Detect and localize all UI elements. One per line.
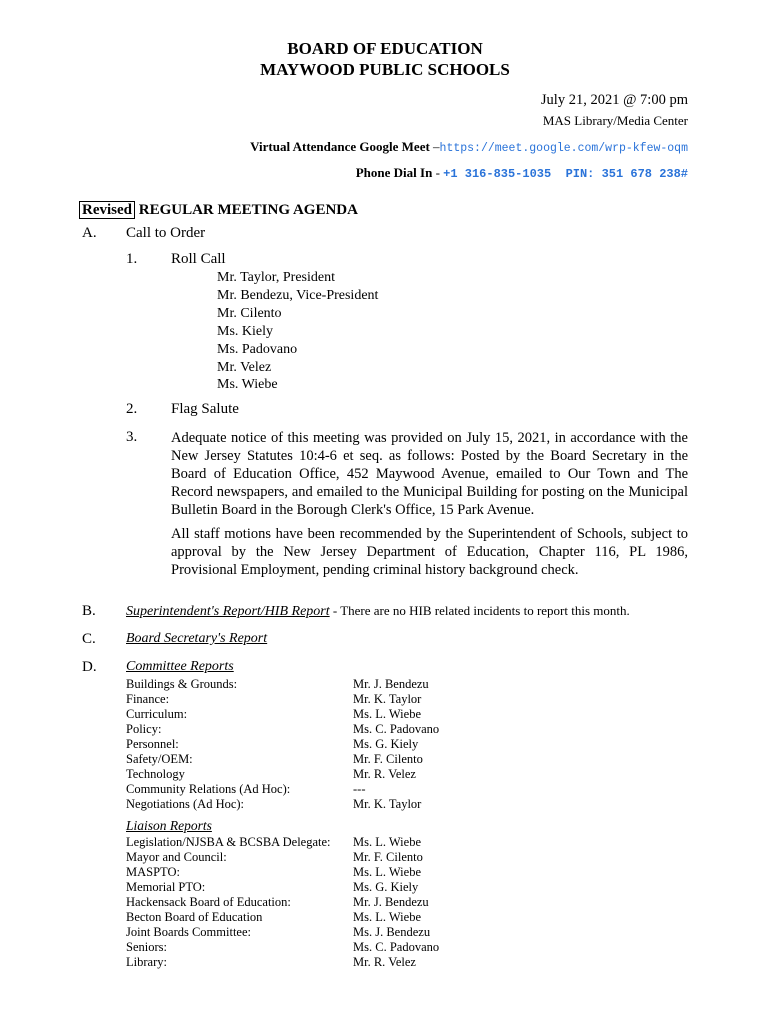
board-title: BOARD OF EDUCATION <box>287 39 483 58</box>
liaison-member: Ms. L. Wiebe <box>353 865 422 879</box>
google-meet-link[interactable]: https://meet.google.com/wrp-kfew-oqm <box>439 142 688 155</box>
roll-member: Ms. Wiebe <box>217 377 278 393</box>
section-b-line <box>126 603 630 620</box>
hib-note: - There are no HIB related incidents to report this month. <box>329 603 630 618</box>
liaison-label: Library: <box>126 955 167 969</box>
board-secretary-report-title: Board Secretary's Report <box>126 631 268 646</box>
committee-member: Mr. R. Velez <box>353 767 416 781</box>
liaison-label: Joint Boards Committee: <box>126 925 251 939</box>
liaison-reports-title: Liaison Reports <box>126 818 212 833</box>
committee-label: Curriculum: <box>126 707 188 721</box>
committee-label: Finance: <box>126 692 170 706</box>
section-d-letter: D. <box>82 659 97 675</box>
liaison-label: MASPTO: <box>126 865 180 879</box>
liaison-member: Ms. J. Bendezu <box>353 925 431 939</box>
committee-label: Policy: <box>126 722 162 736</box>
roll-member: Ms. Padovano <box>217 341 298 357</box>
committee-label: Community Relations (Ad Hoc): <box>126 782 291 796</box>
committee-member: Ms. L. Wiebe <box>353 707 422 721</box>
committee-member: Ms. C. Padovano <box>353 722 440 736</box>
notice-paragraph: Adequate notice of this meeting was provided on July 15, 2021, in accordance with the New Jersey Statutes 10:4-6 et seq. as follows: Posted by the Board Secretary in the Board of Education Office, 452 Maywood Avenue, emailed to Our Town and The Record newspapers, and emailed to the Municipal Building for posting on the Municipal Bulletin Board in the Borough Clerk's Office, 15 Park Avenue. <box>171 430 688 518</box>
roll-call-list <box>217 269 378 394</box>
agenda-heading <box>79 202 358 219</box>
district-title: MAYWOOD PUBLIC SCHOOLS <box>260 60 510 79</box>
meeting-location: MAS Library/Media Center <box>542 113 688 128</box>
item-2-number: 2. <box>126 401 138 417</box>
liaison-member: Ms. L. Wiebe <box>353 835 422 849</box>
committee-label: Negotiations (Ad Hoc): <box>126 797 245 811</box>
item-3-number: 3. <box>126 429 138 445</box>
liaison-label: Memorial PTO: <box>126 880 206 894</box>
committee-reports-title: Committee Reports <box>126 659 234 674</box>
liaison-member: Ms. C. Padovano <box>353 940 440 954</box>
item-2-title: Flag Salute <box>171 401 239 417</box>
committee-member: Mr. K. Taylor <box>353 692 422 706</box>
liaison-label: Mayor and Council: <box>126 850 227 864</box>
agenda-title: REGULAR MEETING AGENDA <box>138 202 358 218</box>
section-b-letter: B. <box>82 603 96 619</box>
committee-member: Mr. F. Cilento <box>353 752 423 766</box>
committee-member: Ms. G. Kiely <box>353 737 419 751</box>
item-1-title: Roll Call <box>171 251 226 267</box>
liaison-label: Hackensack Board of Education: <box>126 895 291 909</box>
liaison-label: Becton Board of Education <box>126 910 263 924</box>
section-a-title: Call to Order <box>126 225 206 241</box>
phone-dial-in-label: Phone Dial In <box>355 165 433 180</box>
roll-member: Ms. Kiely <box>217 323 273 339</box>
item-1-number: 1. <box>126 251 138 267</box>
committee-member: --- <box>353 782 366 796</box>
roll-member: Mr. Cilento <box>217 305 282 321</box>
virtual-separator: – <box>429 139 440 154</box>
meeting-date-time: July 21, 2021 @ 7:00 pm <box>540 92 688 108</box>
section-a-letter: A. <box>82 225 97 241</box>
virtual-attendance-label: Virtual Attendance Google Meet <box>250 139 430 154</box>
liaison-member: Ms. L. Wiebe <box>353 910 422 924</box>
superintendent-report-title: Superintendent's Report/HIB Report <box>126 604 330 619</box>
section-c-letter: C. <box>82 631 96 647</box>
committee-label: Personnel: <box>126 737 179 751</box>
roll-member: Mr. Taylor, President <box>217 270 335 285</box>
committee-label: Technology <box>126 767 185 781</box>
committee-label: Safety/OEM: <box>126 752 193 766</box>
committee-member: Mr. K. Taylor <box>353 797 422 811</box>
liaison-member: Mr. F. Cilento <box>353 850 423 864</box>
roll-member: Mr. Bendezu, Vice-President <box>217 287 379 303</box>
phone-dial-in-line <box>356 165 688 181</box>
staff-motions-paragraph: All staff motions have been recommended by the Superintendent of Schools, subject to approval by the New Jersey Department of Education, Chapter 116, PL 1986, Provisional Employment, pending criminal history background check. <box>171 526 688 578</box>
liaison-member: Mr. J. Bendezu <box>353 895 429 909</box>
phone-separator: - <box>432 165 444 180</box>
phone-number: +1 316-835-1035 PIN: 351 678 238# <box>443 167 688 181</box>
committee-label: Buildings & Grounds: <box>126 677 238 691</box>
liaison-label: Legislation/NJSBA & BCSBA Delegate: <box>126 835 331 849</box>
roll-member: Mr. Velez <box>217 359 272 375</box>
virtual-attendance-line <box>250 139 688 155</box>
committee-member: Mr. J. Bendezu <box>353 677 429 691</box>
revised-badge: Revised <box>79 201 135 219</box>
liaison-member: Ms. G. Kiely <box>353 880 419 894</box>
liaison-member: Mr. R. Velez <box>353 955 416 969</box>
liaison-label: Seniors: <box>126 940 167 954</box>
